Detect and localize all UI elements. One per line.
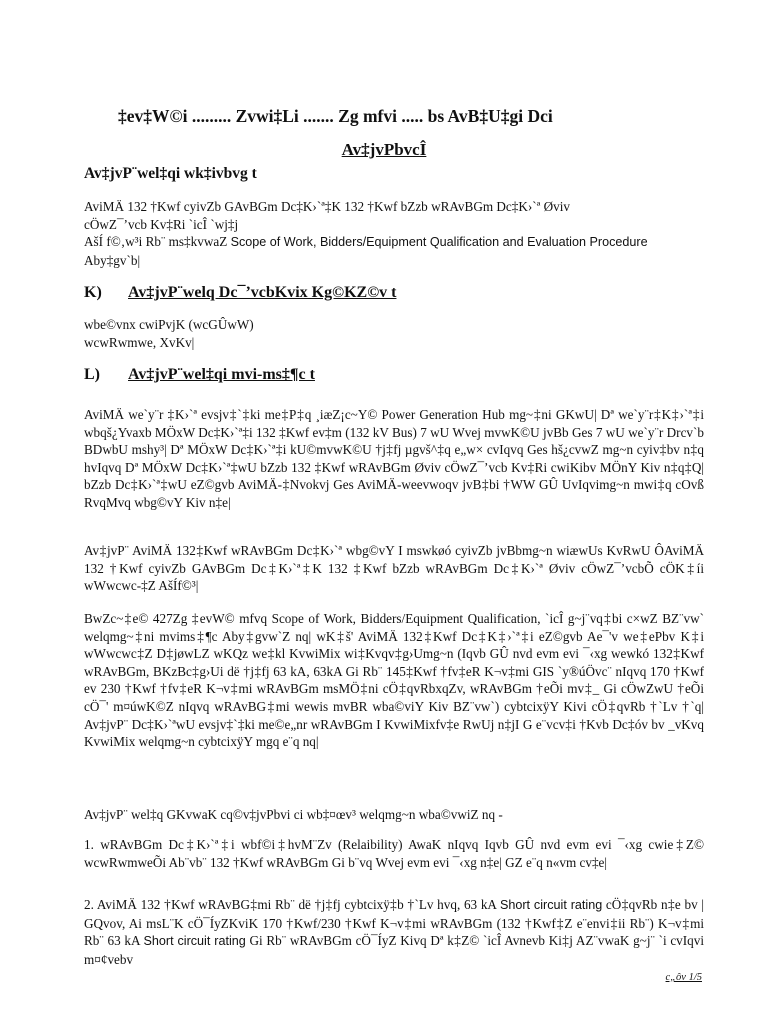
para6-en-2: Short circuit rating <box>143 934 246 949</box>
subject-line-3-bn: AšÍ f©‚w³i Rb¨ ms‡kvwaZ <box>84 234 228 250</box>
subject-line-4: Aby‡gv`b| <box>84 252 141 268</box>
subject-line-1: AviMÄ 132 †Kwf cyivZb GAvBGm Dc‡K›`ª‡K 132 †Kwf bZzb wRAvBGm Dc‡K›`ª Øviv <box>84 199 570 214</box>
section-k-mark: K) <box>84 284 102 301</box>
summary-paragraph-3: BwZc~‡e© 427Zg ‡evW© mfvq Scope of Work, Bidders/Equipment Qualification, `icÎ g~j¨vq‡bi c×wZ BZ¨vw` welqmg~‡ni mvims‡¶c Aby‡gvw`Z nq| wK‡š' AviMÄ 132‡Kwf Dc‡K‡›`ª‡i eZ©gvb Ae¯'v we‡ePbv K‡i wWwcwc‡Z D‡jøwLZ wKQz we‡kl KvwiMix wi‡Kvqv‡g›Umg~n (Iqvb GÛ nvd evm evi ¯‹xg wewkó 132‡Kwf wRAvBGm, BKzBc‡g›Ui dë †j‡fj 63 kA, 63kA Gi Rb¨ 145‡Kwf †fv‡eR K¬v‡mi GIS `y®úÖvc¨ nIqvq 170 †Kwf ev 230 †Kwf †fv‡eR K¬v‡mi wRAvBGm msMÖ‡ni cÖ‡qvRbxqZv, wRAvBGm †eÕi mv‡_ Gi cÖwZwU †eÕi cÖ¯' m¤úwK©Z nIqvq wRAvBG‡mi wewis mvBR wba©viY Kiv BZ¨vw`) cybtcixÿY Kivi cÖ‡qvRb †`Lv †`q| Av‡jvP¨ Dc‡K›`ªwU evsjv‡`‡ki me©e„nr wRAvBGm I KvwiMixfv‡e RwUj n‡jI G e¨vcv‡i †Kvb Dc‡óv bv _vKvq KvwiMix welqmg~n cybtcixÿY mgq e¨q nq| <box>84 611 704 750</box>
section-k-title: Av‡jvP¨welq Dc¯’vcbKvix Kg©KZ©v t <box>128 284 397 301</box>
summary-paragraph-5: 1. wRAvBGm Dc‡K›`ª‡i wbf©i‡hvM¨Zv (Relaibility) AwaK nIqvq Iqvb GÛ nvd evm evi ¯‹xg cwie‡Z© wcwRwmweÕi Ab¨vb¨ 132 †Kwf wRAvBGm Gi b¨vq Wvej evm evi ¯‹xg n‡e| GZ e¨q n«vm cv‡e| <box>84 837 704 870</box>
para6-part-2: cÖ‡qvRb n‡e bv | GQvov, Ai msL¨K cÖ¯ÍyZKviK 170 †Kwf/230 †Kwf K¬v‡mi wRAvBGm (132 †Kwf‡Z e¨envi‡ii Rb¨) K¬v‡mi Rb¨ 63 kA <box>84 897 705 949</box>
summary-paragraph-1: AviMÄ we`y¨r ‡K›`ª evsjv‡`‡ki me‡P‡q ¸iæZ¡c~Y© Power Generation Hub mg~‡ni GKwU| Dª we`y¨r‡K‡›`ª‡i wbqš¿Yvaxb MÖxW Dc‡K›`ª‡i 132 ‡Kwf ev‡m (132 kV Bus) 7 wU Wvej mvwK©U jvBb Ges 7 wU we`y¨r Drcv`b BDwbU mshy³| Dª MÖxW Dc‡K›`ª‡i kU©mvwK©U †j‡fj µgvš^‡q e„w× cvIqvq Ges hš¿cvwZ mg~n cyiv‡bv n‡q hvIqvq Dª MÖxW Dc‡K›`ª‡wU bZzb 132 ‡Kwf wRAvBGm Øviv cÖwZ¯’vcb Kv‡Ri cwiKibv MÖnY Kiv n‡q‡Q| bZzb Dc‡K›`ª‡wU eZ©gvb AviMÄ-‡Nvokvj Ges AviMÄ-weevwoqv jvB‡bi †WW GÛ UvIqvimg~n mwi‡q cOvß RvqMvq wbg©vY Kiv n‡e| <box>84 407 704 510</box>
presenter-line-1: wbe©vnx cwiPvjK (wcGÛwW) <box>84 317 254 332</box>
subject-line-3 <box>84 233 704 252</box>
para6-part-1: 2. AviMÄ 132 †Kwf wRAvBG‡mi Rb¨ dë †j‡fj cybtcixÿ‡b †`Lv hvq, 63 kA <box>84 897 497 912</box>
subject-heading: Av‡jvP¨wel‡qi wk‡ivbvg t <box>84 165 257 182</box>
subject-line-3-en: Scope of Work, Bidders/Equipment Qualification and Evaluation Procedure <box>230 235 648 250</box>
summary-paragraph-2: Av‡jvP¨ AviMÄ 132‡Kwf wRAvBGm Dc‡K›`ª wbg©vY I mswkøó cyivZb jvBbmg~n wiæwUs KvRwU ÔAviMÄ 132 †Kwf cyivZb GAvBGm Dc‡K›`ª‡K 132 ‡Kwf bZzb wRAvBGm Dc‡K›`ª Øviv cÖwZ¯’vcbÕ cÖK‡íi wWwcwc-‡Z AšÍf©³| <box>84 543 704 594</box>
section-l-heading <box>84 366 704 384</box>
section-l-title: Av‡jvP¨wel‡qi mvi-ms‡¶c t <box>128 366 315 383</box>
section-k-heading <box>84 284 704 302</box>
section-l-mark: L) <box>84 366 100 383</box>
document-title: Av‡jvPbvcÎ <box>341 140 427 159</box>
subject-text <box>84 198 704 269</box>
presenter-line-2: wcwRwmwe, XvKv| <box>84 334 195 350</box>
page-number: c„ôv 1/5 <box>665 972 702 983</box>
summary-paragraph-6 <box>84 896 704 968</box>
para6-en-1: Short circuit rating <box>499 898 603 912</box>
board-meeting-header: ‡ev‡W©i ......... Zvwi‡Li ....... Zg mfvi ..... bs AvB‡U‡gi Dci <box>118 106 553 126</box>
presenter-info <box>84 316 704 351</box>
summary-paragraph-4: Av‡jvP¨ wel‡q GKvwaK cq©v‡jvPbvi ci wb‡¤œv³ welqmg~n wba©vwiZ nq - <box>84 807 503 822</box>
para6-part-3: Gi Rb¨ wRAvBGm cÖ¯ÍyZ Kivq Dª k‡Z© `icÎ Avnevb Ki‡j AZ¨vwaK g~j¨ `i cvIqvi m¤¢vebv <box>84 933 705 967</box>
subject-line-2: cÖwZ¯’vcb Kv‡Ri `icÎ `wj‡j <box>84 216 239 232</box>
